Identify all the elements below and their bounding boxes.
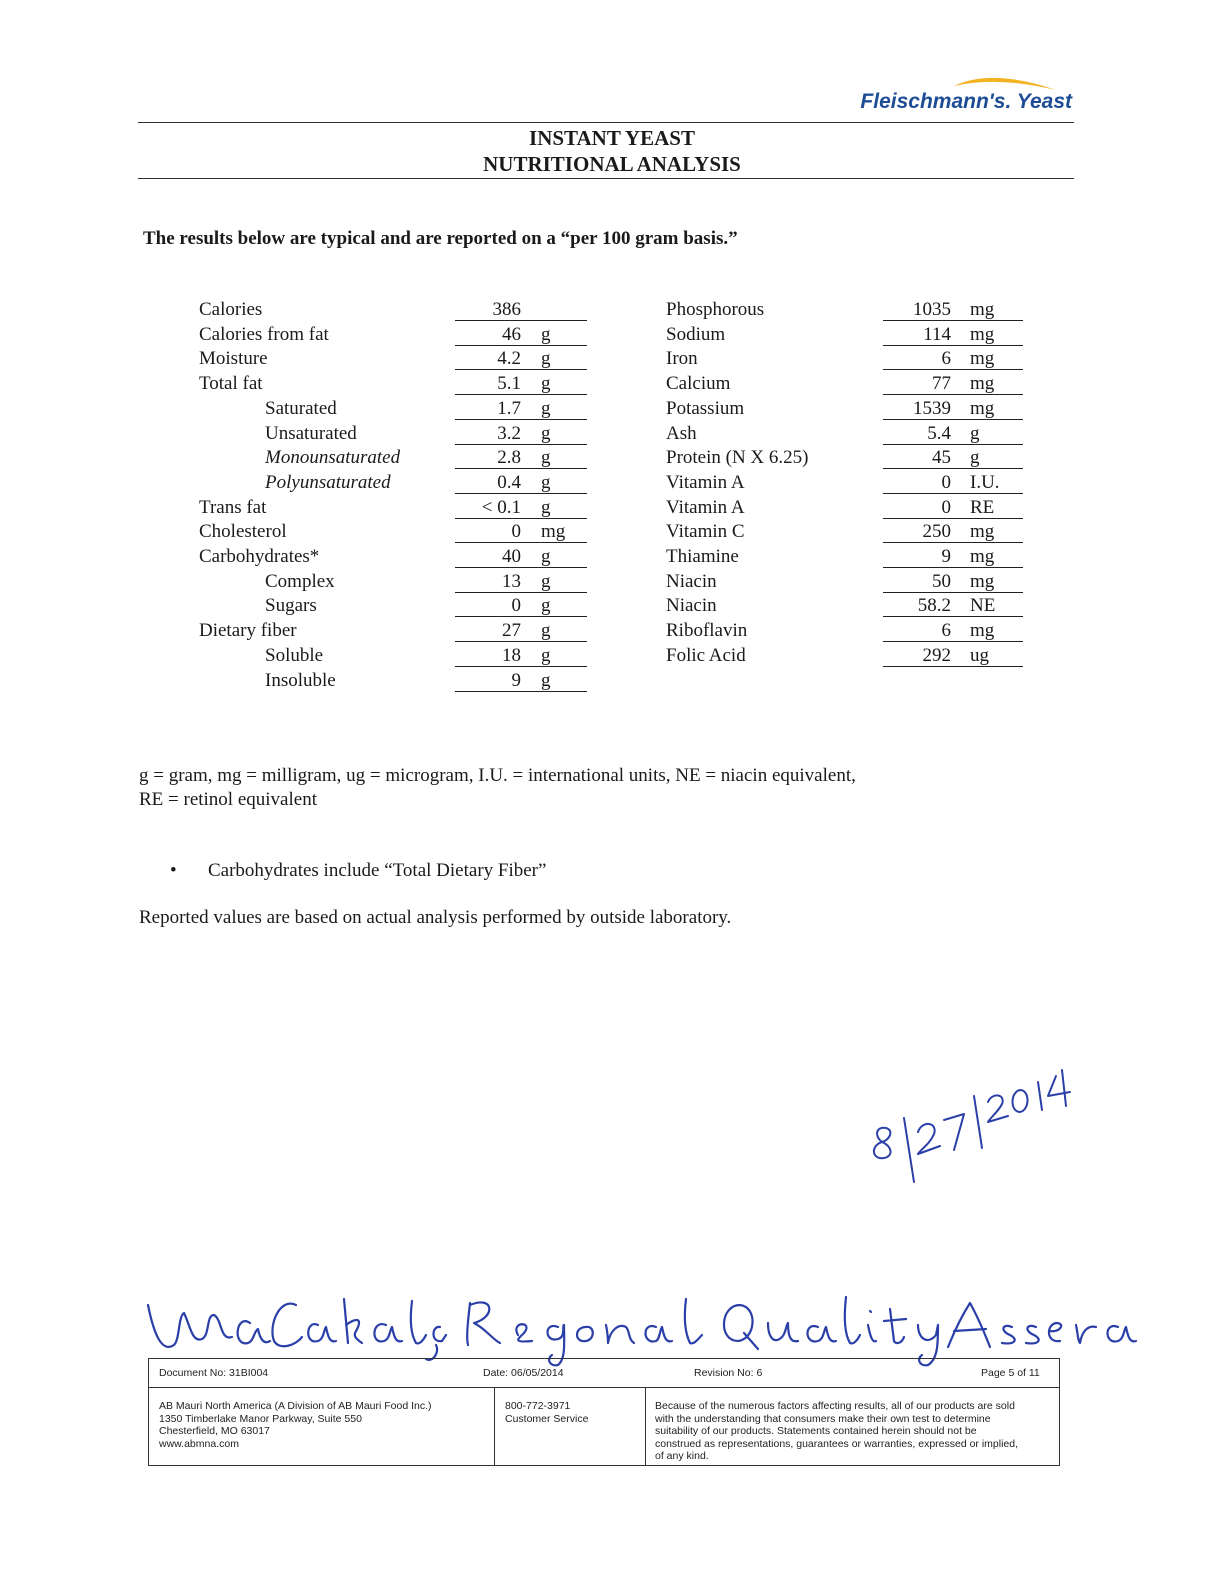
nutrient-value-box <box>455 594 587 617</box>
nutrient-label: Sugars <box>265 595 317 617</box>
nutrient-label: Trans fat <box>199 496 267 518</box>
nutrient-value: 46 <box>502 323 521 345</box>
nutrient-label: Ash <box>666 422 697 444</box>
carbohydrate-footnote <box>170 859 546 883</box>
nutrient-value-box <box>455 372 587 395</box>
company-address-line: 1350 Timberlake Manor Parkway, Suite 550 <box>159 1412 362 1425</box>
nutrient-value: 0 <box>941 496 951 518</box>
customer-service-label: Customer Service <box>505 1412 589 1425</box>
nutrient-value: 386 <box>492 299 521 320</box>
nutrient-value-box <box>455 422 587 445</box>
nutrient-value-box <box>883 594 1023 617</box>
nutrient-value-box <box>455 669 587 692</box>
nutrient-value: 2.8 <box>497 447 521 469</box>
nutrient-label: Calcium <box>666 373 731 395</box>
nutrient-value: 77 <box>932 373 951 395</box>
nutrient-value: 4.2 <box>497 348 521 370</box>
nutrient-value: 50 <box>932 570 951 592</box>
nutrient-value: 6 <box>941 620 951 642</box>
nutrient-label: Niacin <box>666 570 717 592</box>
nutrient-label: Moisture <box>199 348 268 370</box>
nutrient-value-box <box>883 422 1023 445</box>
nutrient-value: 13 <box>502 570 521 592</box>
nutrient-label: Total fat <box>199 373 263 395</box>
nutrient-unit: mg <box>970 521 995 543</box>
nutrient-unit: g <box>541 471 551 493</box>
nutrient-value: 250 <box>922 521 951 543</box>
nutrient-value: 5.1 <box>497 373 521 395</box>
nutrient-label: Thiamine <box>666 546 739 567</box>
nutrient-value: 0 <box>511 521 521 543</box>
nutrient-label: Niacin <box>666 595 717 617</box>
nutrient-label: Soluble <box>265 644 324 666</box>
disclaimer-line: construed as representations, guarantees or warranties, expressed or implied, <box>655 1437 1019 1450</box>
company-website: www.abmna.com <box>159 1437 239 1450</box>
nutrient-unit: mg <box>970 397 995 419</box>
company-address-line: AB Mauri North America (A Division of AB Mauri Food Inc.) <box>159 1400 432 1412</box>
nutrient-value-box <box>455 471 587 494</box>
nutrient-value-box <box>883 570 1023 593</box>
nutrient-label: Saturated <box>265 397 337 419</box>
nutrient-unit: mg <box>970 299 995 320</box>
page-number: Page 5 of 11 <box>981 1367 1040 1379</box>
handwritten-date <box>860 1050 1080 1200</box>
nutrient-value: 6 <box>941 348 951 370</box>
nutrient-unit: I.U. <box>970 471 1000 493</box>
nutrient-value-box <box>455 397 587 420</box>
nutrient-label: Protein (N X 6.25) <box>666 447 809 469</box>
unit-legend <box>139 764 1039 812</box>
nutrient-label: Cholesterol <box>199 521 287 543</box>
nutrient-label: Sodium <box>666 323 726 345</box>
swoosh-icon <box>952 70 1062 92</box>
footer-divider <box>494 1388 495 1465</box>
disclaimer <box>655 1400 1018 1463</box>
nutrient-value-box <box>455 496 587 519</box>
nutrient-value-box <box>455 545 587 568</box>
nutrient-label: Folic Acid <box>666 644 746 666</box>
header-rule-top <box>138 122 1074 123</box>
nutrient-unit: mg <box>970 570 995 592</box>
nutrient-value: 114 <box>923 323 951 345</box>
carbohydrate-footnote-text: Carbohydrates include “Total Dietary Fiber” <box>208 860 547 881</box>
nutrient-value-box <box>883 496 1023 519</box>
disclaimer-line: with the understanding that consumers make their own test to determine <box>655 1412 991 1425</box>
nutrient-unit: g <box>541 620 551 642</box>
nutrient-value: 58.2 <box>917 595 951 617</box>
nutrient-label: Calories from fat <box>199 323 329 345</box>
nutrient-label: Polyunsaturated <box>265 471 391 493</box>
nutrient-value-box <box>883 644 1023 667</box>
nutrient-unit: mg <box>970 373 995 395</box>
footer-divider <box>645 1388 646 1465</box>
document-date: Date: 06/05/2014 <box>483 1367 564 1379</box>
revision-number: Revision No: 6 <box>694 1367 763 1379</box>
nutrient-value: 292 <box>922 644 951 666</box>
nutrient-label: Potassium <box>666 397 745 419</box>
reported-note: Reported values are based on actual analysis performed by outside laboratory. <box>139 907 732 928</box>
document-footer <box>148 1358 1060 1466</box>
unit-legend-line1: g = gram, mg = milligram, ug = microgram, I.U. = international units, NE = niacin equivalent, <box>139 765 856 786</box>
nutrient-value-box <box>883 446 1023 469</box>
nutrient-value-box <box>883 347 1023 370</box>
footer-meta-row <box>149 1359 1059 1388</box>
nutrient-value: 40 <box>502 546 521 567</box>
nutrient-unit: g <box>541 447 551 469</box>
disclaimer-line: Because of the numerous factors affecting results, all of our products are sold <box>655 1400 1015 1412</box>
nutrient-value: 0 <box>511 595 521 617</box>
header-rule-bottom <box>138 178 1074 179</box>
nutrient-unit: mg <box>970 348 995 370</box>
nutrient-value: 1035 <box>913 299 951 320</box>
nutrient-label: Phosphorous <box>666 299 765 320</box>
nutrient-value: 3.2 <box>497 422 521 444</box>
nutrient-unit: g <box>541 397 551 419</box>
handwritten-signature <box>140 1265 1160 1370</box>
nutrient-label: Calories <box>199 299 263 320</box>
nutrient-value: 1.7 <box>497 397 521 419</box>
customer-service-phone: 800-772-3971 <box>505 1400 571 1412</box>
nutrient-value-box <box>455 644 587 667</box>
nutrient-label: Complex <box>265 570 335 592</box>
nutrient-unit: g <box>541 595 551 617</box>
document-number: Document No: 31BI004 <box>159 1367 269 1379</box>
nutrient-value-box <box>883 471 1023 494</box>
nutrient-value: 0.4 <box>497 471 521 493</box>
nutrient-label: Dietary fiber <box>199 620 297 642</box>
nutrient-value-box <box>455 520 587 543</box>
nutrient-unit: g <box>541 373 551 395</box>
nutrient-unit: g <box>541 348 551 370</box>
footer-info-row <box>149 1388 1059 1465</box>
company-address <box>159 1400 432 1450</box>
fleischmanns-logo <box>860 70 1072 120</box>
nutrient-unit: g <box>541 323 551 345</box>
nutrient-value-box <box>455 619 587 642</box>
nutrient-unit: mg <box>970 620 995 642</box>
nutrient-label: Unsaturated <box>265 422 357 444</box>
nutrient-table-left <box>199 298 599 698</box>
nutrient-value-box <box>883 520 1023 543</box>
handwritten-date-drawing <box>860 1050 1080 1200</box>
logo-text: Fleischmann's. Yeast <box>860 90 1072 113</box>
nutrient-unit: g <box>541 669 551 691</box>
unit-legend-line2: RE = retinol equivalent <box>139 789 317 810</box>
nutrient-unit: g <box>970 447 980 469</box>
nutrient-label: Vitamin A <box>666 471 745 493</box>
disclaimer-line: suitability of our products. Statements contained herein should not be <box>655 1425 977 1438</box>
page-title-line2: NUTRITIONAL ANALYSIS <box>483 152 741 176</box>
nutrient-label: Insoluble <box>265 669 336 691</box>
nutrient-value-box <box>883 372 1023 395</box>
nutrient-value-box <box>455 298 587 321</box>
nutrient-unit: ug <box>970 644 989 666</box>
nutrient-unit: g <box>541 570 551 592</box>
nutrient-unit: g <box>970 422 980 444</box>
bullet-icon: • <box>170 860 177 881</box>
nutrient-label: Vitamin C <box>666 521 745 543</box>
nutrient-value: 0 <box>941 471 951 493</box>
nutrient-label: Riboflavin <box>666 620 748 642</box>
nutrient-value-box <box>883 323 1023 346</box>
nutrient-value-box <box>455 446 587 469</box>
nutrient-label: Carbohydrates* <box>199 546 320 567</box>
nutrient-unit: g <box>541 546 551 567</box>
nutrient-value-box <box>883 545 1023 568</box>
nutrient-value-box <box>883 397 1023 420</box>
nutrient-value-box <box>455 323 587 346</box>
nutrient-label: Iron <box>666 348 698 370</box>
nutrient-value-box <box>455 570 587 593</box>
customer-service-info <box>505 1400 588 1425</box>
company-address-line: Chesterfield, MO 63017 <box>159 1425 270 1438</box>
nutrient-value-box <box>455 347 587 370</box>
nutrient-value: 18 <box>502 644 521 666</box>
nutrient-unit: g <box>541 644 551 666</box>
nutrient-unit: RE <box>970 496 995 518</box>
nutrient-unit: mg <box>970 323 995 345</box>
nutrient-value-box <box>883 619 1023 642</box>
nutrient-unit: mg <box>541 521 566 543</box>
handwritten-signature-drawing <box>140 1265 1160 1370</box>
nutrient-unit: NE <box>970 595 996 617</box>
nutrient-value: 45 <box>932 447 951 469</box>
nutrient-value: 5.4 <box>927 422 951 444</box>
nutrient-value: < 0.1 <box>481 496 521 518</box>
intro-text: The results below are typical and are reported on a “per 100 gram basis.” <box>143 228 738 249</box>
nutrient-table-right <box>666 298 1036 678</box>
nutrient-label: Vitamin A <box>666 496 745 518</box>
nutrient-value: 27 <box>502 620 521 642</box>
nutrient-value: 9 <box>941 546 951 567</box>
disclaimer-line: of any kind. <box>655 1450 709 1463</box>
nutrient-value: 9 <box>511 669 521 691</box>
nutrient-value: 1539 <box>913 397 951 419</box>
nutrient-label: Monounsaturated <box>265 447 401 469</box>
nutrient-unit: mg <box>970 546 995 567</box>
nutrient-value-box <box>883 298 1023 321</box>
nutrient-unit: g <box>541 422 551 444</box>
page-title-line1: INSTANT YEAST <box>529 126 695 150</box>
nutrient-unit: g <box>541 496 551 518</box>
